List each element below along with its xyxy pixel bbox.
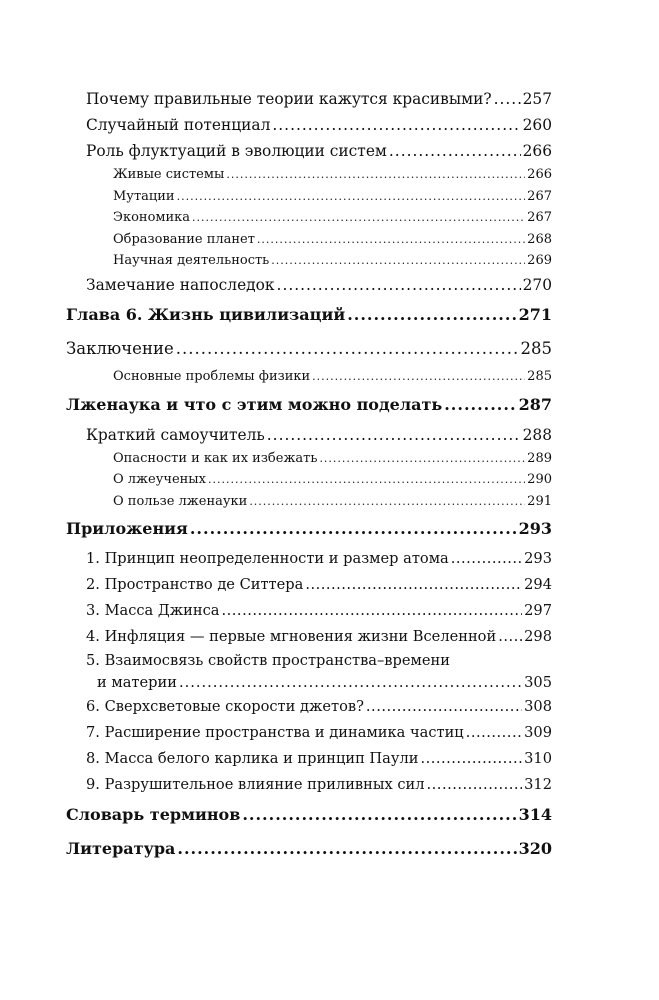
toc-entry-page: 288 (522, 425, 552, 444)
dot-leader (208, 469, 525, 491)
toc-entry-page: 314 (518, 805, 552, 825)
toc-entry-title-line2: и материи (97, 674, 177, 692)
dot-leader (222, 598, 523, 624)
toc-entry-page: 290 (527, 472, 552, 488)
dot-leader (277, 272, 521, 298)
toc-entry-page: 293 (524, 550, 552, 568)
toc-entry-page: 312 (524, 776, 552, 794)
toc-chapter (66, 798, 552, 832)
dot-leader (420, 746, 522, 772)
toc-entry-title: Мутации (113, 188, 175, 204)
toc-subentry (66, 164, 552, 186)
toc-entry-page: 305 (524, 674, 552, 692)
toc-entry-title: Живые системы (113, 167, 225, 182)
toc-entry-page: 266 (527, 167, 552, 182)
toc-appendix (66, 546, 552, 572)
toc-appendix (66, 746, 552, 772)
toc-entry-page: 268 (527, 231, 552, 247)
toc-subentry (66, 469, 552, 491)
toc-entry (66, 86, 552, 112)
dot-leader (444, 388, 516, 422)
toc-entry-title: О лжеученых (113, 472, 206, 488)
toc-chapter (66, 832, 552, 866)
dot-leader (267, 422, 521, 448)
toc-subentry (66, 366, 552, 388)
toc-entry-title: Научная деятельность (113, 253, 270, 269)
toc-subentry (66, 250, 552, 272)
dot-leader (427, 772, 523, 798)
toc-entry-page: 291 (527, 493, 552, 509)
dot-leader (272, 112, 520, 138)
dot-leader (312, 366, 525, 388)
toc-entry-title: Краткий самоучитель (86, 425, 265, 444)
toc-entry-title: Случайный потенциал (86, 116, 271, 134)
dot-leader (192, 207, 525, 229)
toc-chapter (66, 388, 552, 422)
toc-subentry (66, 448, 552, 470)
toc-entry-page: 309 (524, 724, 552, 742)
toc-entry-page: 308 (524, 698, 552, 716)
toc-entry-page: 310 (524, 750, 552, 768)
toc-entry-title: Экономика (113, 210, 191, 226)
toc-entry-title: 1. Принцип неопределенности и размер атома (86, 550, 449, 568)
toc-entry (66, 112, 552, 138)
toc-entry-page: 257 (522, 90, 552, 108)
dot-leader (242, 798, 516, 832)
toc-entry-page: 297 (524, 602, 552, 620)
dot-leader (226, 164, 525, 186)
toc-entry-title: 8. Масса белого карлика и принцип Паули (86, 750, 419, 768)
toc-entry-title: 6. Сверхсветовые скорости джетов? (86, 698, 364, 716)
dot-leader (319, 448, 525, 470)
toc-appendix (66, 598, 552, 624)
toc-entry-continuation (86, 671, 552, 694)
toc-subentry (66, 491, 552, 513)
toc-entry-title: 4. Инфляция — первые мгновения жизни Вселенной (86, 628, 497, 646)
dot-leader (190, 512, 517, 546)
toc-chapter (66, 332, 552, 366)
toc-chapter (66, 512, 552, 546)
toc-entry-page: 260 (522, 116, 552, 134)
dot-leader (249, 491, 525, 513)
dot-leader (498, 624, 522, 650)
toc-entry-title: Основные проблемы физики (113, 368, 311, 384)
toc-entry-title: Словарь терминов (66, 805, 241, 825)
toc-entry-title: Лженаука и что с этим можно поделать (66, 394, 443, 414)
toc-entry-page: 298 (524, 628, 552, 646)
toc-entry-page: 285 (527, 368, 552, 384)
toc-entry-title: Опасности и как их избежать (113, 450, 318, 466)
toc-entry-title: Образование планет (113, 231, 255, 247)
toc-entry-page: 267 (527, 210, 552, 226)
toc-entry-title: Замечание напоследок (86, 275, 275, 294)
toc-entry-title: Приложения (66, 519, 188, 539)
toc-subentry (66, 207, 552, 229)
dot-leader (305, 572, 522, 598)
toc-entry-page: 294 (524, 576, 552, 594)
dot-leader (177, 832, 516, 866)
toc-appendix-multiline (66, 650, 552, 694)
toc-entry-title: 2. Пространство де Ситтера (86, 576, 304, 594)
toc-subentry (66, 229, 552, 251)
toc-appendix (66, 772, 552, 798)
toc-entry-page: 271 (518, 304, 552, 324)
toc-entry (66, 422, 552, 448)
toc-entry-title: 7. Расширение пространства и динамика частиц (86, 724, 464, 742)
dot-leader (179, 671, 522, 694)
toc-entry (66, 138, 552, 164)
toc-entry-page: 320 (518, 839, 552, 859)
toc-subentry (66, 186, 552, 208)
dot-leader (366, 694, 522, 720)
dot-leader (271, 250, 525, 272)
dot-leader (177, 186, 526, 208)
toc-entry-title: О пользе лженауки (113, 493, 248, 509)
toc-appendix (66, 572, 552, 598)
dot-leader (257, 229, 525, 251)
dot-leader (389, 138, 521, 164)
toc-entry-title: Литература (66, 839, 176, 859)
toc-entry-title: Заключение (66, 338, 174, 358)
dot-leader (494, 86, 521, 112)
dot-leader (451, 546, 522, 572)
toc-entry-title-line1: 5. Взаимосвязь свойств пространства–времени (86, 652, 450, 670)
toc-appendix (66, 624, 552, 650)
toc-entry-page: 285 (520, 338, 552, 358)
toc-entry-page: 293 (518, 519, 552, 539)
dot-leader (347, 298, 516, 332)
toc-entry-title: Глава 6. Жизнь цивилизаций (66, 304, 346, 324)
toc-entry-title: 9. Разрушительное влияние приливных сил (86, 776, 425, 794)
toc-entry-title: Почему правильные теории кажутся красивыми? (86, 90, 492, 108)
toc-entry (66, 272, 552, 298)
toc-entry-title: 3. Масса Джинса (86, 602, 220, 620)
toc-entry-page: 287 (518, 394, 552, 414)
toc-entry-page: 270 (522, 275, 552, 294)
toc-entry-page: 269 (527, 253, 552, 269)
toc-entry-page: 289 (527, 450, 552, 466)
toc-appendix (66, 720, 552, 746)
toc-chapter (66, 298, 552, 332)
table-of-contents (66, 86, 552, 866)
toc-entry-title: Роль флуктуаций в эволюции систем (86, 142, 387, 160)
toc-entry-page: 267 (527, 188, 552, 204)
dot-leader (466, 720, 522, 746)
dot-leader (176, 332, 519, 366)
toc-entry-page: 266 (522, 142, 552, 160)
toc-appendix (66, 694, 552, 720)
